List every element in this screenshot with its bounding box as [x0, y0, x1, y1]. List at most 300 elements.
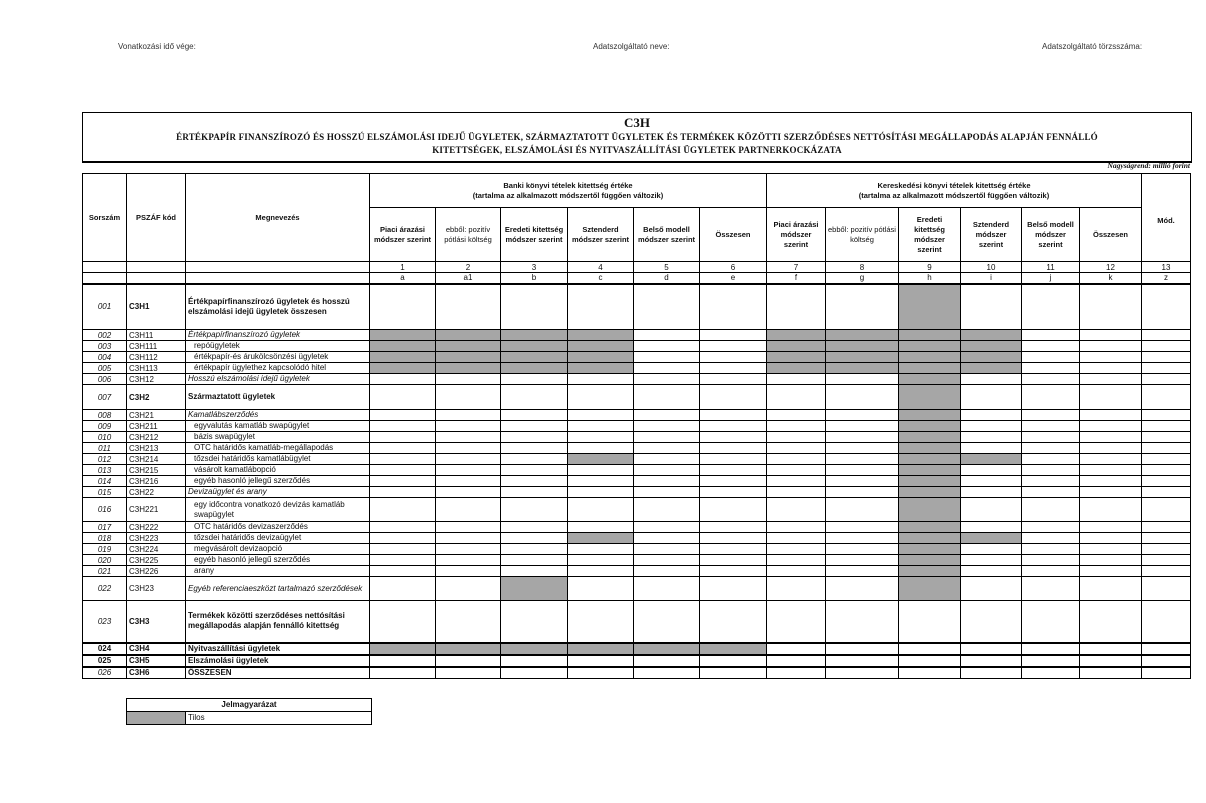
row-name: ÖSSZESEN — [186, 667, 370, 679]
value-cell[interactable] — [568, 432, 634, 443]
value-cell[interactable] — [634, 544, 700, 555]
value-cell[interactable] — [826, 374, 899, 385]
value-cell[interactable] — [1022, 498, 1080, 522]
value-cell[interactable] — [370, 522, 436, 533]
value-cell[interactable] — [436, 385, 501, 410]
value-cell[interactable] — [826, 465, 899, 476]
value-cell[interactable] — [899, 667, 961, 679]
value-cell[interactable] — [568, 421, 634, 432]
value-cell[interactable] — [1080, 577, 1142, 601]
value-cell[interactable] — [370, 487, 436, 498]
value-cell[interactable] — [1142, 667, 1191, 679]
value-cell[interactable] — [501, 533, 568, 544]
value-cell[interactable] — [501, 601, 568, 643]
value-cell[interactable] — [568, 443, 634, 454]
value-cell[interactable] — [568, 566, 634, 577]
value-cell[interactable] — [1022, 667, 1080, 679]
value-cell[interactable] — [767, 465, 826, 476]
value-cell[interactable] — [1022, 577, 1080, 601]
value-cell[interactable] — [767, 655, 826, 667]
value-cell[interactable] — [961, 443, 1022, 454]
forbidden-cell — [370, 341, 436, 352]
value-cell[interactable] — [634, 374, 700, 385]
row-name: egyéb hasonló jellegű szerződés — [186, 555, 370, 566]
value-cell[interactable] — [961, 555, 1022, 566]
value-cell[interactable] — [1142, 374, 1191, 385]
value-cell[interactable] — [568, 476, 634, 487]
value-cell[interactable] — [1142, 601, 1191, 643]
value-cell[interactable] — [568, 487, 634, 498]
value-cell[interactable] — [370, 454, 436, 465]
value-cell[interactable] — [700, 374, 767, 385]
value-cell[interactable] — [634, 341, 700, 352]
value-cell[interactable] — [370, 498, 436, 522]
value-cell[interactable] — [1022, 454, 1080, 465]
value-cell[interactable] — [826, 498, 899, 522]
value-cell[interactable] — [436, 533, 501, 544]
value-cell[interactable] — [700, 533, 767, 544]
value-cell[interactable] — [634, 577, 700, 601]
value-cell[interactable] — [501, 566, 568, 577]
value-cell[interactable] — [1142, 555, 1191, 566]
value-cell[interactable] — [826, 443, 899, 454]
value-cell[interactable] — [961, 374, 1022, 385]
forbidden-cell — [501, 643, 568, 655]
form-sheet — [82, 112, 1192, 686]
value-cell[interactable] — [370, 655, 436, 667]
value-cell[interactable] — [436, 566, 501, 577]
value-cell[interactable] — [370, 476, 436, 487]
value-cell[interactable] — [568, 374, 634, 385]
value-cell[interactable] — [634, 522, 700, 533]
value-cell[interactable] — [436, 374, 501, 385]
value-cell[interactable] — [1142, 341, 1191, 352]
value-cell[interactable] — [1142, 487, 1191, 498]
value-cell[interactable] — [1080, 667, 1142, 679]
value-cell[interactable] — [634, 352, 700, 363]
value-cell[interactable] — [634, 454, 700, 465]
value-cell[interactable] — [501, 498, 568, 522]
value-cell[interactable] — [370, 374, 436, 385]
forbidden-cell — [767, 330, 826, 341]
value-cell[interactable] — [634, 487, 700, 498]
value-cell[interactable] — [767, 410, 826, 421]
value-cell[interactable] — [1080, 363, 1142, 374]
value-cell[interactable] — [826, 432, 899, 443]
value-cell[interactable] — [1142, 385, 1191, 410]
value-cell[interactable] — [826, 655, 899, 667]
value-cell[interactable] — [1022, 487, 1080, 498]
forbidden-cell — [634, 643, 700, 655]
value-cell[interactable] — [826, 577, 899, 601]
value-cell[interactable] — [700, 443, 767, 454]
value-cell[interactable] — [501, 410, 568, 421]
value-cell[interactable] — [568, 498, 634, 522]
value-cell[interactable] — [370, 555, 436, 566]
value-cell[interactable] — [501, 443, 568, 454]
value-cell[interactable] — [634, 476, 700, 487]
value-cell[interactable] — [826, 385, 899, 410]
value-cell[interactable] — [1142, 533, 1191, 544]
forbidden-cell — [899, 421, 961, 432]
value-cell[interactable] — [1080, 533, 1142, 544]
value-cell[interactable] — [1142, 421, 1191, 432]
value-cell[interactable] — [826, 476, 899, 487]
table-row — [83, 667, 1191, 679]
value-cell[interactable] — [370, 432, 436, 443]
value-cell[interactable] — [961, 465, 1022, 476]
value-cell[interactable] — [767, 544, 826, 555]
forbidden-cell — [899, 284, 961, 330]
value-cell[interactable] — [501, 432, 568, 443]
value-cell[interactable] — [961, 432, 1022, 443]
value-cell[interactable] — [436, 601, 501, 643]
value-cell[interactable] — [568, 385, 634, 410]
value-cell[interactable] — [1022, 476, 1080, 487]
value-cell[interactable] — [1080, 410, 1142, 421]
value-cell[interactable] — [568, 655, 634, 667]
value-cell[interactable] — [370, 667, 436, 679]
forbidden-cell — [501, 341, 568, 352]
value-cell[interactable] — [1022, 352, 1080, 363]
value-cell[interactable] — [1080, 465, 1142, 476]
value-cell[interactable] — [700, 487, 767, 498]
value-cell[interactable] — [501, 555, 568, 566]
value-cell[interactable] — [1080, 352, 1142, 363]
value-cell[interactable] — [700, 410, 767, 421]
value-cell[interactable] — [501, 284, 568, 330]
value-cell[interactable] — [961, 476, 1022, 487]
value-cell[interactable] — [436, 577, 501, 601]
value-cell[interactable] — [961, 544, 1022, 555]
value-cell[interactable] — [767, 498, 826, 522]
value-cell[interactable] — [436, 443, 501, 454]
value-cell[interactable] — [1080, 522, 1142, 533]
value-cell[interactable] — [634, 667, 700, 679]
value-cell[interactable] — [1022, 330, 1080, 341]
value-cell[interactable] — [1080, 432, 1142, 443]
value-cell[interactable] — [767, 476, 826, 487]
value-cell[interactable] — [700, 330, 767, 341]
value-cell[interactable] — [700, 284, 767, 330]
value-cell[interactable] — [826, 421, 899, 432]
value-cell[interactable] — [1022, 544, 1080, 555]
value-cell[interactable] — [1080, 284, 1142, 330]
value-cell[interactable] — [767, 533, 826, 544]
value-cell[interactable] — [370, 410, 436, 421]
value-cell[interactable] — [436, 522, 501, 533]
value-cell[interactable] — [767, 454, 826, 465]
value-cell[interactable] — [1142, 566, 1191, 577]
value-cell[interactable] — [1022, 385, 1080, 410]
value-cell[interactable] — [1142, 443, 1191, 454]
row-number: 021 — [83, 566, 127, 577]
value-cell[interactable] — [634, 555, 700, 566]
value-cell[interactable] — [634, 566, 700, 577]
value-cell[interactable] — [826, 533, 899, 544]
value-cell[interactable] — [634, 498, 700, 522]
value-cell[interactable] — [700, 363, 767, 374]
value-cell[interactable] — [1022, 566, 1080, 577]
value-cell[interactable] — [899, 655, 961, 667]
value-cell[interactable] — [1022, 421, 1080, 432]
value-cell[interactable] — [1080, 655, 1142, 667]
value-cell[interactable] — [1022, 533, 1080, 544]
value-cell[interactable] — [1080, 601, 1142, 643]
value-cell[interactable] — [568, 555, 634, 566]
value-cell[interactable] — [568, 544, 634, 555]
value-cell[interactable] — [700, 465, 767, 476]
value-cell[interactable] — [961, 385, 1022, 410]
value-cell[interactable] — [961, 522, 1022, 533]
value-cell[interactable] — [961, 410, 1022, 421]
value-cell[interactable] — [700, 555, 767, 566]
value-cell[interactable] — [700, 454, 767, 465]
value-cell[interactable] — [436, 432, 501, 443]
value-cell[interactable] — [370, 566, 436, 577]
value-cell[interactable] — [826, 410, 899, 421]
value-cell[interactable] — [961, 284, 1022, 330]
value-cell[interactable] — [1142, 454, 1191, 465]
value-cell[interactable] — [370, 421, 436, 432]
value-cell[interactable] — [1080, 374, 1142, 385]
value-cell[interactable] — [568, 465, 634, 476]
value-cell[interactable] — [1022, 465, 1080, 476]
value-cell[interactable] — [700, 544, 767, 555]
value-cell[interactable] — [370, 533, 436, 544]
value-cell[interactable] — [1080, 498, 1142, 522]
value-cell[interactable] — [1080, 566, 1142, 577]
value-cell[interactable] — [961, 498, 1022, 522]
value-cell[interactable] — [634, 410, 700, 421]
value-cell[interactable] — [1080, 330, 1142, 341]
value-cell[interactable] — [501, 487, 568, 498]
value-cell[interactable] — [634, 432, 700, 443]
value-cell[interactable] — [370, 284, 436, 330]
value-cell[interactable] — [1022, 522, 1080, 533]
value-cell[interactable] — [436, 476, 501, 487]
value-cell[interactable] — [436, 465, 501, 476]
value-cell[interactable] — [501, 454, 568, 465]
row-number: 012 — [83, 454, 127, 465]
value-cell[interactable] — [634, 284, 700, 330]
value-cell[interactable] — [634, 533, 700, 544]
value-cell[interactable] — [1022, 555, 1080, 566]
value-cell[interactable] — [1080, 421, 1142, 432]
value-cell[interactable] — [501, 374, 568, 385]
value-cell[interactable] — [767, 421, 826, 432]
value-cell[interactable] — [634, 385, 700, 410]
value-cell[interactable] — [1022, 655, 1080, 667]
value-cell[interactable] — [634, 465, 700, 476]
value-cell[interactable] — [700, 577, 767, 601]
value-cell[interactable] — [501, 421, 568, 432]
value-cell[interactable] — [370, 443, 436, 454]
value-cell[interactable] — [1080, 555, 1142, 566]
value-cell[interactable] — [436, 410, 501, 421]
value-cell[interactable] — [1080, 487, 1142, 498]
col-number: 12 — [1080, 262, 1142, 273]
value-cell[interactable] — [1080, 341, 1142, 352]
value-cell[interactable] — [501, 522, 568, 533]
value-cell[interactable] — [961, 655, 1022, 667]
value-cell[interactable] — [1142, 432, 1191, 443]
value-cell[interactable] — [501, 465, 568, 476]
value-cell[interactable] — [1022, 443, 1080, 454]
row-code: C3H226 — [127, 566, 186, 577]
value-cell[interactable] — [700, 601, 767, 643]
value-cell[interactable] — [568, 284, 634, 330]
value-cell[interactable] — [1080, 385, 1142, 410]
value-cell[interactable] — [1142, 643, 1191, 655]
value-cell[interactable] — [826, 643, 899, 655]
value-cell[interactable] — [501, 667, 568, 679]
value-cell[interactable] — [826, 522, 899, 533]
value-cell[interactable] — [700, 667, 767, 679]
value-cell[interactable] — [568, 577, 634, 601]
value-cell[interactable] — [370, 385, 436, 410]
value-cell[interactable] — [568, 601, 634, 643]
value-cell[interactable] — [501, 655, 568, 667]
forbidden-cell — [568, 363, 634, 374]
value-cell[interactable] — [700, 498, 767, 522]
value-cell[interactable] — [767, 667, 826, 679]
value-cell[interactable] — [1022, 341, 1080, 352]
table-row — [83, 487, 1191, 498]
value-cell[interactable] — [767, 284, 826, 330]
value-cell[interactable] — [700, 476, 767, 487]
value-cell[interactable] — [826, 601, 899, 643]
value-cell[interactable] — [1022, 363, 1080, 374]
value-cell[interactable] — [700, 385, 767, 410]
value-cell[interactable] — [700, 352, 767, 363]
value-cell[interactable] — [700, 522, 767, 533]
value-cell[interactable] — [1142, 498, 1191, 522]
value-cell[interactable] — [961, 577, 1022, 601]
value-cell[interactable] — [634, 421, 700, 432]
value-cell[interactable] — [1080, 476, 1142, 487]
forbidden-cell — [370, 352, 436, 363]
value-cell[interactable] — [1022, 601, 1080, 643]
value-cell[interactable] — [899, 643, 961, 655]
value-cell[interactable] — [634, 443, 700, 454]
value-cell[interactable] — [568, 410, 634, 421]
value-cell[interactable] — [1080, 544, 1142, 555]
value-cell[interactable] — [1022, 432, 1080, 443]
value-cell[interactable] — [767, 432, 826, 443]
value-cell[interactable] — [700, 655, 767, 667]
value-cell[interactable] — [568, 667, 634, 679]
row-code: C3H212 — [127, 432, 186, 443]
value-cell[interactable] — [634, 655, 700, 667]
value-cell[interactable] — [1022, 284, 1080, 330]
value-cell[interactable] — [501, 385, 568, 410]
value-cell[interactable] — [767, 487, 826, 498]
value-cell[interactable] — [826, 284, 899, 330]
value-cell[interactable] — [436, 421, 501, 432]
value-cell[interactable] — [767, 374, 826, 385]
value-cell[interactable] — [1022, 410, 1080, 421]
value-cell[interactable] — [1142, 577, 1191, 601]
value-cell[interactable] — [1142, 284, 1191, 330]
value-cell[interactable] — [568, 522, 634, 533]
value-cell[interactable] — [700, 432, 767, 443]
value-cell[interactable] — [501, 544, 568, 555]
value-cell[interactable] — [826, 555, 899, 566]
value-cell[interactable] — [436, 487, 501, 498]
value-cell[interactable] — [961, 421, 1022, 432]
value-cell[interactable] — [700, 566, 767, 577]
value-cell[interactable] — [961, 487, 1022, 498]
value-cell[interactable] — [370, 465, 436, 476]
value-cell[interactable] — [1080, 454, 1142, 465]
value-cell[interactable] — [1142, 522, 1191, 533]
value-cell[interactable] — [501, 476, 568, 487]
value-cell[interactable] — [826, 566, 899, 577]
value-cell[interactable] — [1142, 363, 1191, 374]
value-cell[interactable] — [1142, 655, 1191, 667]
value-cell[interactable] — [436, 667, 501, 679]
value-cell[interactable] — [767, 522, 826, 533]
value-cell[interactable] — [767, 577, 826, 601]
value-cell[interactable] — [961, 667, 1022, 679]
value-cell[interactable] — [767, 601, 826, 643]
value-cell[interactable] — [436, 555, 501, 566]
value-cell[interactable] — [370, 601, 436, 643]
value-cell[interactable] — [1080, 443, 1142, 454]
value-cell[interactable] — [634, 601, 700, 643]
value-cell[interactable] — [767, 385, 826, 410]
value-cell[interactable] — [826, 454, 899, 465]
value-cell[interactable] — [700, 421, 767, 432]
value-cell[interactable] — [1142, 465, 1191, 476]
value-cell[interactable] — [634, 363, 700, 374]
value-cell[interactable] — [826, 667, 899, 679]
value-cell[interactable] — [436, 544, 501, 555]
value-cell[interactable] — [436, 498, 501, 522]
value-cell[interactable] — [1142, 544, 1191, 555]
value-cell[interactable] — [899, 601, 961, 643]
value-cell[interactable] — [1022, 374, 1080, 385]
value-cell[interactable] — [370, 544, 436, 555]
value-cell[interactable] — [370, 577, 436, 601]
forbidden-cell — [826, 341, 899, 352]
value-cell[interactable] — [1142, 352, 1191, 363]
row-code: C3H215 — [127, 465, 186, 476]
value-cell[interactable] — [826, 544, 899, 555]
value-cell[interactable] — [700, 341, 767, 352]
value-cell[interactable] — [436, 284, 501, 330]
value-cell[interactable] — [961, 601, 1022, 643]
forbidden-cell — [568, 341, 634, 352]
value-cell[interactable] — [767, 555, 826, 566]
value-cell[interactable] — [961, 566, 1022, 577]
value-cell[interactable] — [1142, 476, 1191, 487]
value-cell[interactable] — [634, 330, 700, 341]
value-cell[interactable] — [1142, 330, 1191, 341]
value-cell[interactable] — [826, 487, 899, 498]
value-cell[interactable] — [436, 454, 501, 465]
value-cell[interactable] — [1080, 643, 1142, 655]
value-cell[interactable] — [767, 566, 826, 577]
value-cell[interactable] — [767, 643, 826, 655]
value-cell[interactable] — [961, 643, 1022, 655]
row-number: 022 — [83, 577, 127, 601]
value-cell[interactable] — [767, 443, 826, 454]
value-cell[interactable] — [436, 655, 501, 667]
value-cell[interactable] — [1022, 643, 1080, 655]
value-cell[interactable] — [1142, 410, 1191, 421]
